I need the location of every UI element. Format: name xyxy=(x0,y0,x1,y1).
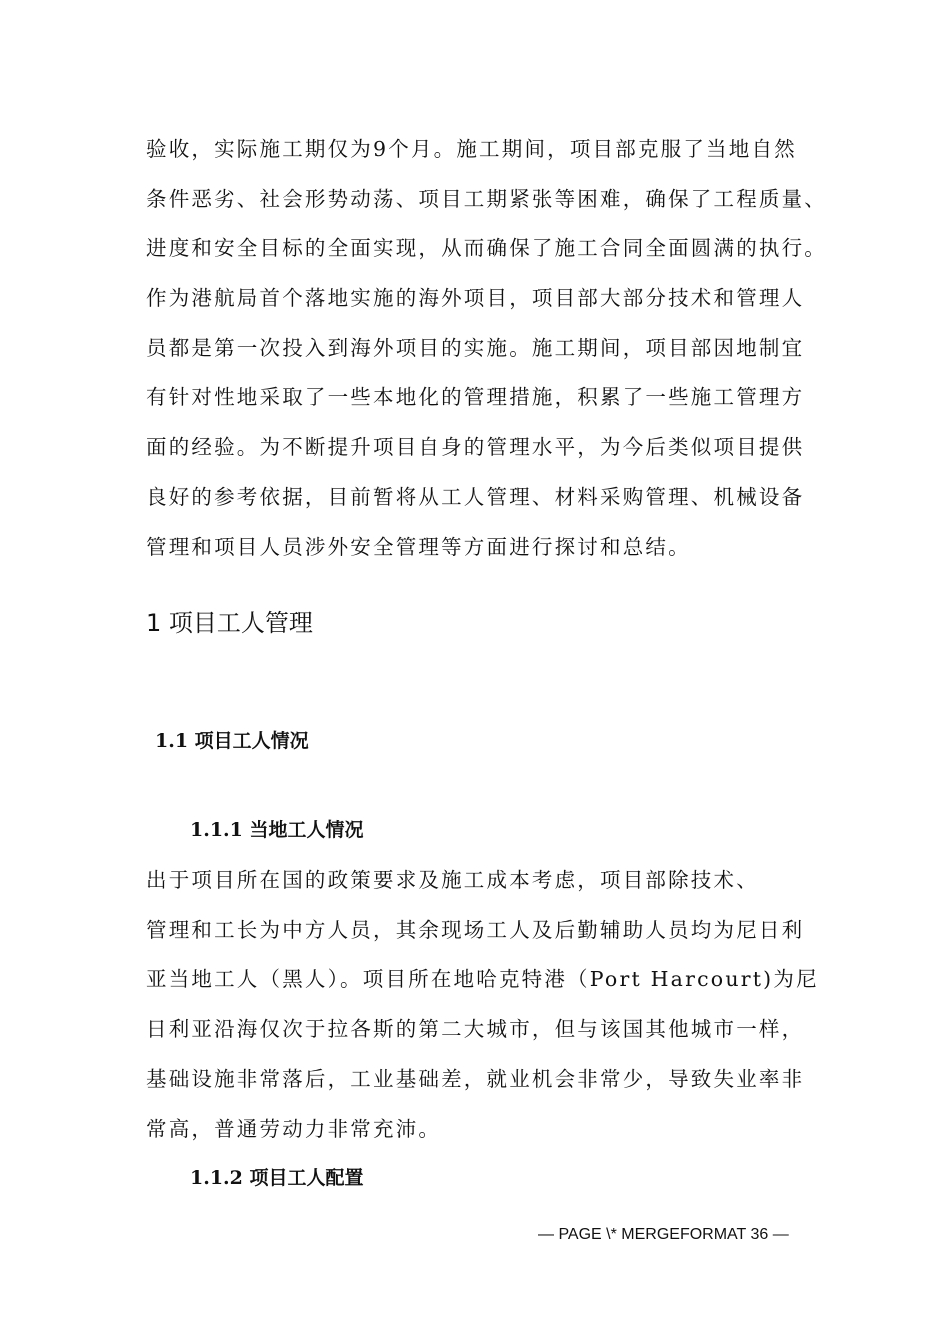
paragraph-line: 管理和工长为中方人员，其余现场工人及后勤辅助人员均为尼日利 xyxy=(146,918,805,942)
paragraph-line: 有针对性地采取了一些本地化的管理措施，积累了一些施工管理方 xyxy=(146,385,805,409)
paragraph-line: 基础设施非常落后，工业基础差，就业机会非常少，导致失业率非 xyxy=(146,1067,805,1091)
paragraph-line: 常高，普通劳动力非常充沛。 xyxy=(146,1117,442,1141)
section-heading-1-1-2: 1.1.2 项目工人配置 xyxy=(190,1167,364,1189)
section-heading-1-1-1: 1.1.1 当地工人情况 xyxy=(190,819,364,841)
paragraph-line: 验收，实际施工期仅为9个月。施工期间，项目部克服了当地自然 xyxy=(146,137,797,161)
paragraph-line: 亚当地工人（黑人）。项目所在地哈克特港（Port Harcourt)为尼 xyxy=(146,967,819,991)
paragraph-line: 进度和安全目标的全面实现，从而确保了施工合同全面圆满的执行。 xyxy=(146,236,827,260)
paragraph-line: 员都是第一次投入到海外项目的实施。施工期间，项目部因地制宜 xyxy=(146,336,805,360)
paragraph-line: 良好的参考依据，目前暂将从工人管理、材料采购管理、机械设备 xyxy=(146,485,805,509)
paragraph-line: 作为港航局首个落地实施的海外项目，项目部大部分技术和管理人 xyxy=(146,286,805,310)
paragraph-line: 条件恶劣、社会形势动荡、项目工期紧张等困难，确保了工程质量、 xyxy=(146,187,827,211)
section-heading-1-1: 1.1 项目工人情况 xyxy=(155,730,309,752)
paragraph-line: 日利亚沿海仅次于拉各斯的第二大城市，但与该国其他城市一样， xyxy=(146,1017,805,1041)
page-footer: — PAGE \* MERGEFORMAT 36 — xyxy=(538,1226,789,1243)
paragraph-line: 管理和项目人员涉外安全管理等方面进行探讨和总结。 xyxy=(146,535,691,559)
paragraph-line: 出于项目所在国的政策要求及施工成本考虑，项目部除技术、 xyxy=(146,868,759,892)
section-heading-1: 1 项目工人管理 xyxy=(146,609,313,637)
paragraph-line: 面的经验。为不断提升项目自身的管理水平，为今后类似项目提供 xyxy=(146,435,805,459)
